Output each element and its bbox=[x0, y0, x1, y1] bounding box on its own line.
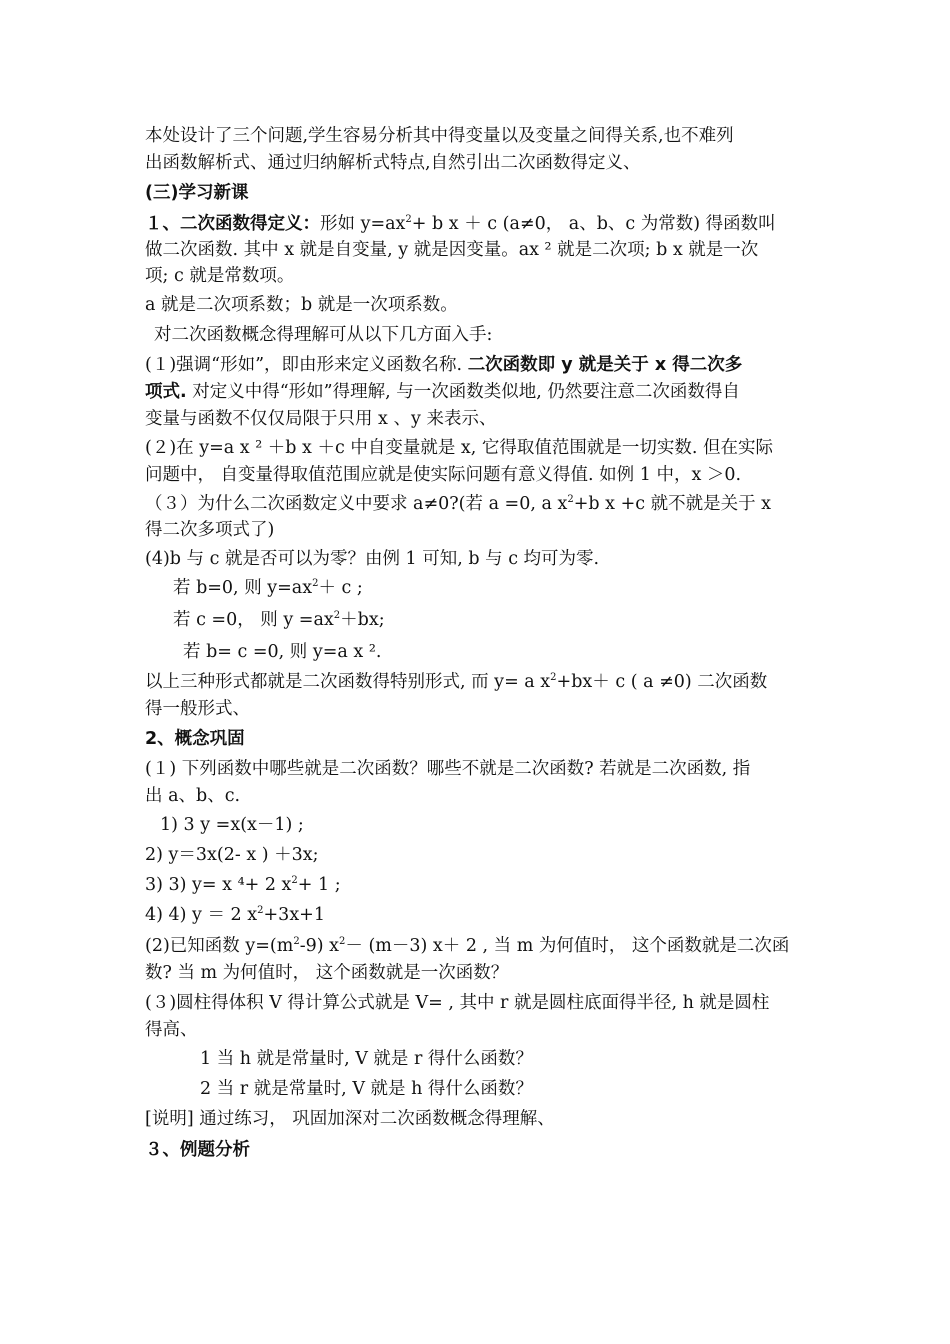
point-3-line-2: 得二次多项式了) bbox=[145, 520, 275, 540]
point-1-line-3: 变量与函数不仅仅局限于只用 x 、y 来表示、 bbox=[145, 409, 497, 429]
concept-consolidation-heading: 2、概念巩固 bbox=[145, 729, 245, 749]
summary-line-1: 以上三种形式都就是二次函数得特别形式, 而 y= a $x^2+bx+ c$ ( a ≠0) 二次函数 bbox=[145, 672, 768, 692]
point-1-line-1: (１)强调“形如”，即由形来定义函数名称. 二次函数即 y 就是关于 x 得二次多 bbox=[145, 355, 743, 375]
summary-line-2: 得一般形式、 bbox=[145, 699, 250, 719]
point-2-line-2: 问题中， 自变量得取值范围应就是使实际问题有意义得值. 如例 1 中，x ＞0. bbox=[145, 465, 742, 485]
exercise-item-4: 4) 4) y ＝ 2 $x^2+3x+1$ bbox=[145, 905, 325, 925]
question-3-line-2: 得高、 bbox=[145, 1020, 198, 1040]
question-2-line-2: 数? 当 m 为何值时， 这个函数就是一次函数？ bbox=[145, 963, 509, 983]
section-heading-new-lesson: (三)学习新课 bbox=[145, 183, 249, 203]
definition-line-4: a 就是二次项系数；b 就是一次项系数。 bbox=[145, 295, 458, 315]
exercise-item-2: 2) y＝3x(2- x ) ＋3x; bbox=[145, 845, 319, 865]
intro-line-1: 本处设计了三个问题,学生容易分析其中得变量以及变量之间得关系,也不难列 bbox=[145, 126, 734, 146]
case-b-c-zero: 若 b= c =0, 则 y=a x ². bbox=[183, 642, 382, 662]
question-3-sub-1: 1 当 h 就是常量时, V 就是 r 得什么函数？ bbox=[200, 1049, 533, 1069]
definition-line-3: 项; c 就是常数项。 bbox=[145, 266, 295, 286]
definition-heading: １、二次函数得定义： bbox=[145, 214, 320, 234]
point-2-line-1: (２)在 y=a x ² ＋b x ＋c 中自变量就是 x, 它得取值范围就是一切实数. 但在实际 bbox=[145, 438, 774, 458]
question-1-line-2: 出 a、b、c. bbox=[145, 786, 241, 806]
point-1-line-2: 项式. 对定义中得“形如”得理解, 与一次函数类似地, 仍然要注意二次函数得自 bbox=[145, 382, 740, 402]
exercise-item-1: 1) 3 y =x(x－1) ; bbox=[160, 815, 304, 835]
exercise-item-3: 3) 3) y= x ⁴+ 2 $x^2+ 1$ ; bbox=[145, 875, 341, 895]
explanation-note: [说明] 通过练习， 巩固加深对二次函数概念得理解、 bbox=[145, 1109, 555, 1129]
case-b-zero: 若 b=0, 则 $y=ax^2+ c$ ; bbox=[173, 578, 363, 598]
question-3-sub-2: 2 当 r 就是常量时, V 就是 h 得什么函数？ bbox=[200, 1079, 533, 1099]
point-4: (4)b 与 c 就是否可以为零？由例 1 可知, b 与 c 均可为零. bbox=[145, 549, 600, 569]
point-3-line-1: （３）为什么二次函数定义中要求 a≠0?(若 a =0, a $x^2+b$ x +c 就不就是关于 x bbox=[145, 494, 772, 514]
definition-line-2: 做二次函数. 其中 x 就是自变量, y 就是因变量。ax ² 就是二次项; b x 就是一次 bbox=[145, 240, 759, 260]
intro-line-2: 出函数解析式、通过归纳解析式特点,自然引出二次函数得定义、 bbox=[145, 153, 641, 173]
definition-line-1: １、二次函数得定义：形如 $y=ax^2+ b$ x ＋ c (a≠0， a、b、c 为常数) 得函数叫 bbox=[145, 214, 776, 234]
understanding-intro: 对二次函数概念得理解可从以下几方面入手: bbox=[154, 325, 493, 345]
example-analysis-heading: ３、例题分析 bbox=[145, 1140, 250, 1160]
question-3-line-1: (３)圆柱得体积 V 得计算公式就是 V= , 其中 r 就是圆柱底面得半径, h 就是圆柱 bbox=[145, 993, 770, 1013]
question-1-line-1: (１) 下列函数中哪些就是二次函数？哪些不就是二次函数? 若就是二次函数, 指 bbox=[145, 759, 751, 779]
case-c-zero: 若 c =0， 则 $y =ax^2+bx$; bbox=[173, 610, 385, 630]
question-2-line-1: (2)已知函数 $y=(m^2-9)$ $x^2- (m-3)$ x＋ 2 , 当 m 为何值时， 这个函数就是二次函 bbox=[145, 936, 790, 956]
